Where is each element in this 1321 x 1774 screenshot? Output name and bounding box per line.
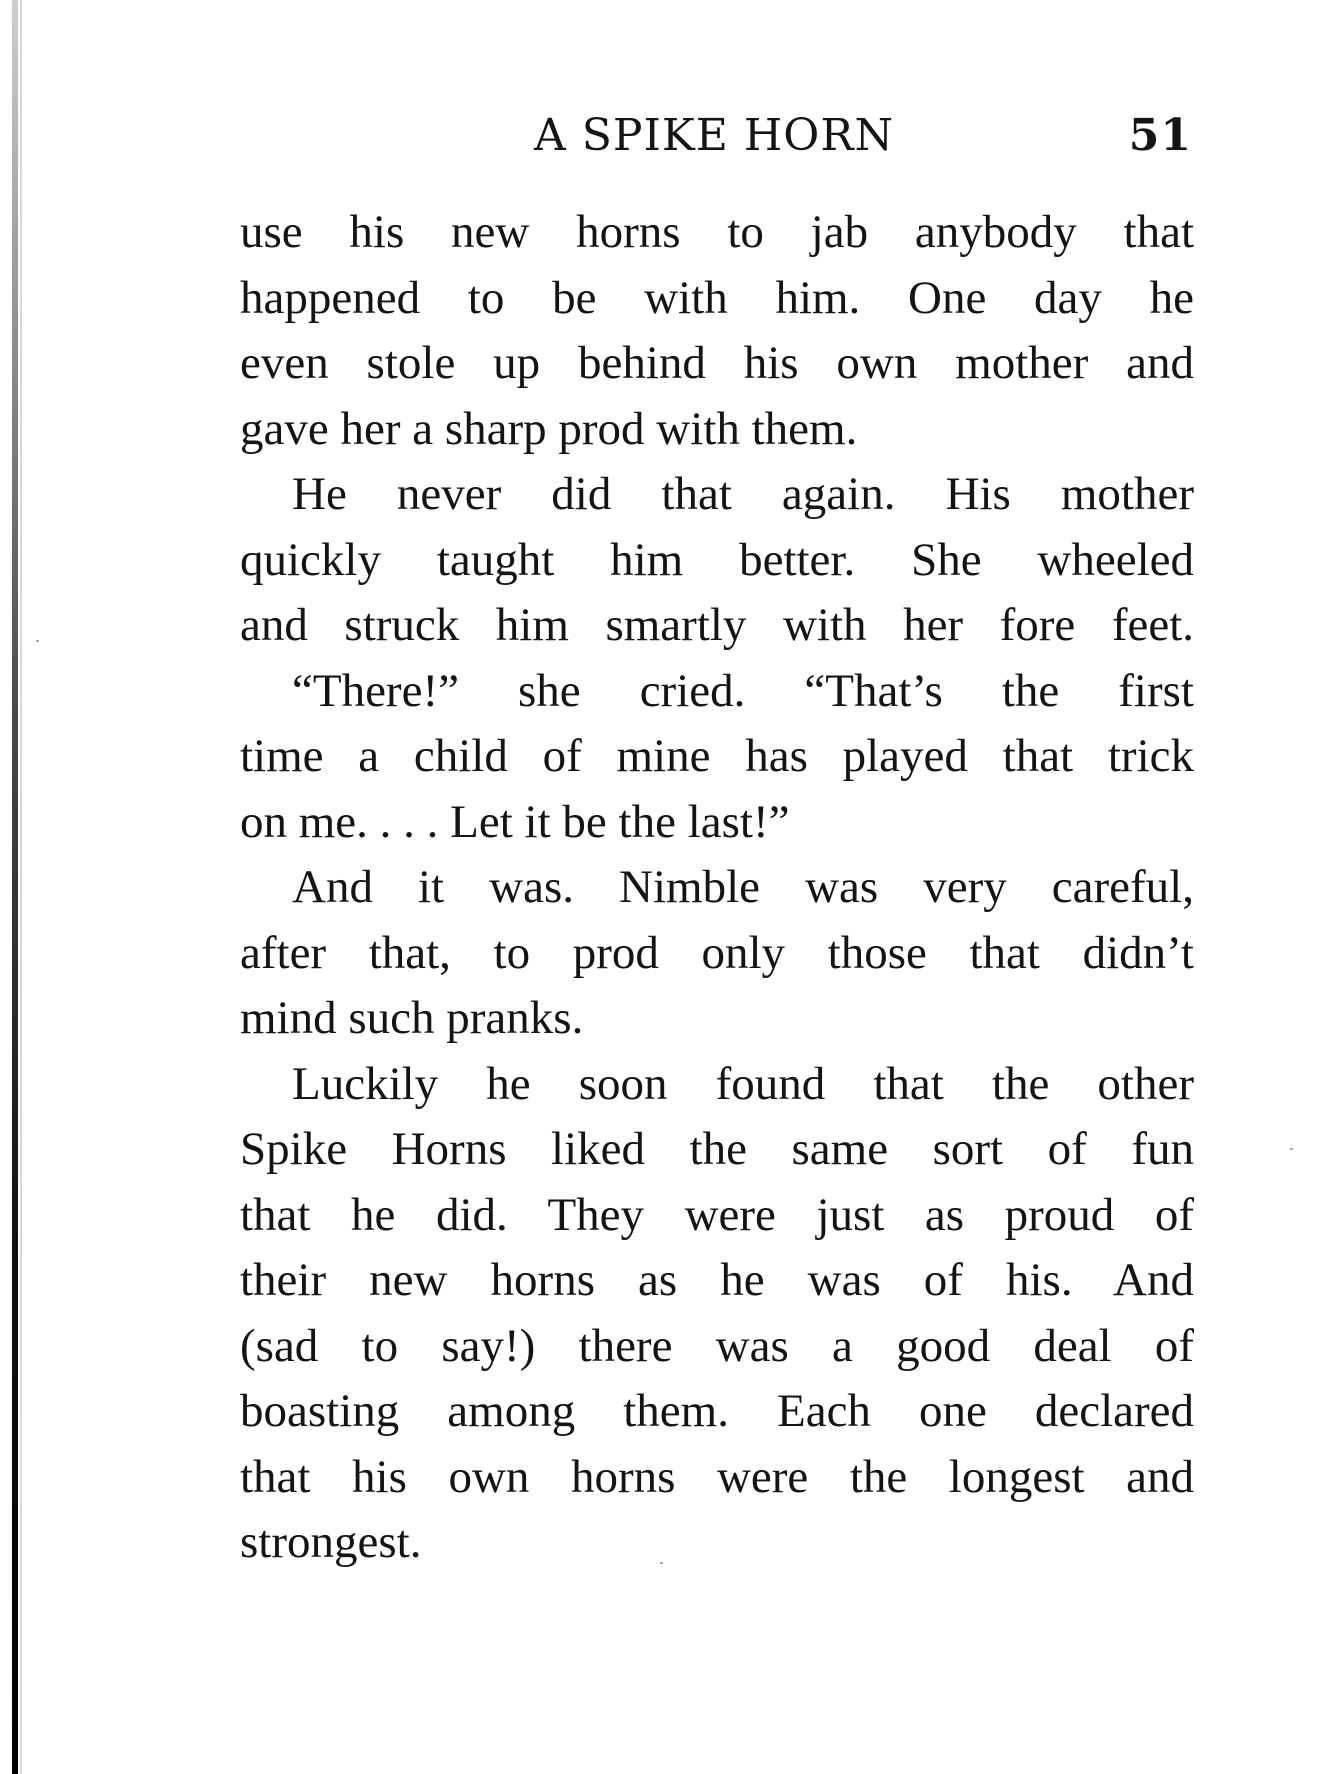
text-line: that his own horns were the longest and	[240, 1450, 1194, 1503]
text-line: quickly taught him better. She wheeled	[240, 533, 1194, 586]
text-line: mind such pranks.	[240, 992, 584, 1044]
text-line: their new horns as he was of his. And	[240, 1254, 1194, 1306]
text-line: happened to be with him. One day he	[240, 271, 1194, 324]
text-line: after that, to prod only those that didn’t	[240, 926, 1194, 979]
text-line: And it was. Nimble was very careful,	[292, 861, 1194, 913]
text-line: and struck him smartly with her fore feet.	[240, 599, 1194, 651]
scan-speck	[1290, 1148, 1293, 1150]
text-line: Spike Horns liked the same sort of fun	[240, 1123, 1194, 1175]
body-text	[240, 200, 1194, 1576]
text-line: time a child of mine has played that trick	[240, 730, 1194, 782]
text-line: boasting among them. Each one declared	[240, 1385, 1194, 1437]
text-line: Luckily he soon found that the other	[292, 1057, 1194, 1110]
running-header	[236, 106, 1192, 166]
text-line: that he did. They were just as proud of	[240, 1188, 1194, 1241]
text-line: (sad to say!) there was a good deal of	[240, 1319, 1194, 1372]
text-line: on me. . . . Let it be the last!”	[240, 795, 790, 848]
text-line: gave her a sharp prod with them.	[240, 402, 858, 455]
page-spine-shadow	[12, 0, 18, 1774]
running-title: A SPIKE HORN	[534, 110, 894, 161]
text-line: use his new horns to jab anybody that	[240, 206, 1194, 258]
page-spine-edge	[20, 0, 22, 1774]
text-line: He never did that again. His mother	[292, 468, 1194, 520]
scan-speck	[36, 640, 39, 642]
text-line: even stole up behind his own mother and	[240, 337, 1194, 389]
page-number: 51	[1128, 110, 1192, 161]
text-line: strongest.	[240, 1516, 422, 1568]
scan-speck	[660, 1562, 663, 1564]
text-line: “There!” she cried. “That’s the first	[292, 664, 1194, 717]
